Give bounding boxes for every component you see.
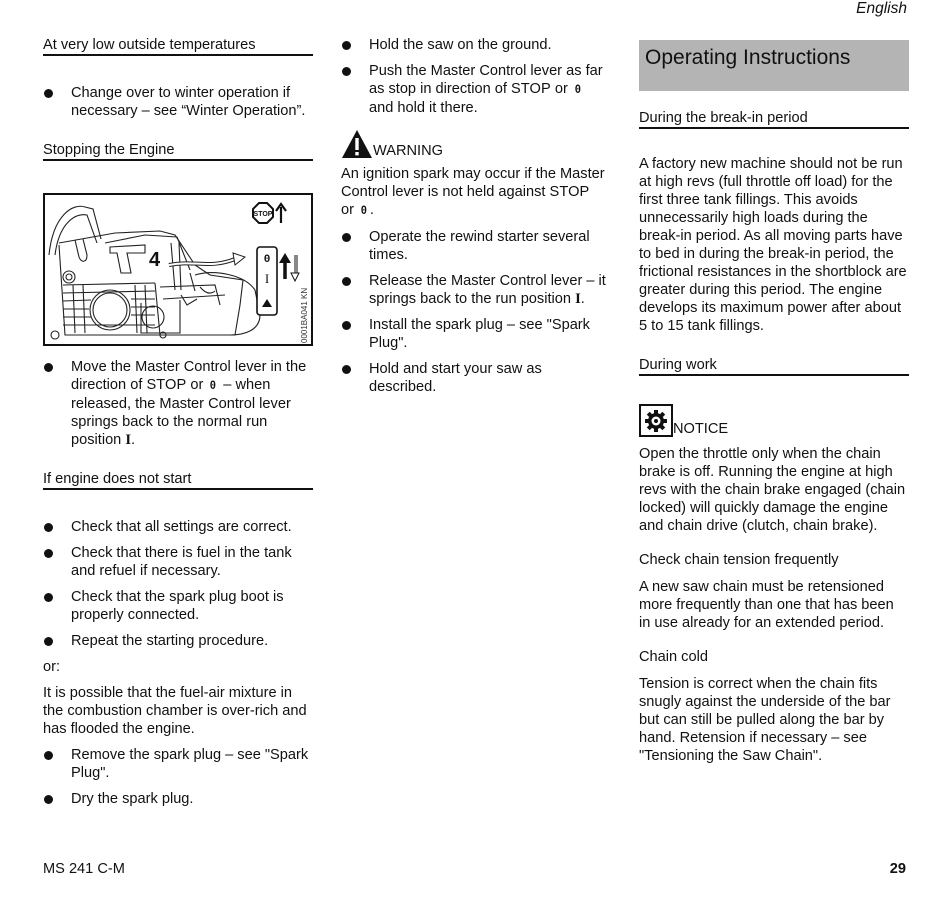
figure-code: 0001BA041 KN <box>300 287 309 343</box>
list-item: Change over to winter operation if necessary – see “Winter Operation”. <box>43 84 313 120</box>
svg-text:0: 0 <box>263 254 271 266</box>
stop-label: STOP <box>146 377 187 393</box>
chainsaw-illustration <box>45 195 311 344</box>
heading-break-in: During the break-in period <box>639 109 909 129</box>
list-item: Push the Master Control lever as far as stop in direction of STOP or 0 and hold it there. <box>341 62 611 117</box>
list-item: Release the Master Control lever – it springs back to the run position I. <box>341 272 611 308</box>
column-2 <box>341 36 611 396</box>
notice-label: NOTICE <box>673 421 729 437</box>
notice-text: Open the throttle only when the chain brake is off. Running the engine at high revs with the chain brake engaged (chain locked) will quickly damage the engine and chain drive (clutch, chain brake). <box>639 446 906 534</box>
chainsaw-figure <box>43 193 313 346</box>
page-number: 29 <box>889 861 906 877</box>
chain-tension-text: A new saw chain must be retensioned more frequently than one that has been in use already for an extended period. <box>639 579 894 631</box>
svg-text:I: I <box>264 271 270 286</box>
subheading-chain-tension: Check chain tension frequently <box>639 552 839 568</box>
run-position-icon: I <box>575 291 581 307</box>
heading-during-work: During work <box>639 356 909 376</box>
section-title: Operating Instructions <box>639 40 909 91</box>
flooded-paragraph: It is possible that the fuel-air mixture in the combustion chamber is over-rich and has flooded the engine. <box>43 685 307 737</box>
stop-position-icon: 0 <box>360 203 368 218</box>
warning-header <box>341 129 611 159</box>
column-1 <box>43 36 313 808</box>
stop-position-icon: 0 <box>574 82 581 97</box>
stop-label: STOP <box>549 184 590 200</box>
heading-stopping-engine: Stopping the Engine <box>43 141 313 161</box>
stop-position-icon: 0 <box>210 378 217 393</box>
break-in-paragraph: A factory new machine should not be run at high revs (full throttle off load) for the first three tank fillings. This avoids unnecessarily high loads during the break-in period. As all moving parts have to bed in during the break-in period, the frictional resistances in the shortblock are greater during this period. The engine develops its maximum power after about 5 to 15 tank fillings. <box>639 156 907 334</box>
notice-header <box>639 403 909 437</box>
or-label: or: <box>43 659 61 675</box>
list-item: Repeat the starting procedure. <box>43 632 313 650</box>
run-position-icon: I <box>125 432 132 448</box>
chain-cold-text: Tension is correct when the chain fits snugly against the underside of the bar but can still be pulled along the bar by hand. Retension if necessary – see "Tensioning the Saw Chain". <box>639 676 891 764</box>
warning-triangle-icon <box>341 129 373 159</box>
list-item: Dry the spark plug. <box>43 790 313 808</box>
callout-number: 4 <box>149 249 161 271</box>
heading-low-temperatures: At very low outside temperatures <box>43 36 313 56</box>
heading-engine-not-start: If engine does not start <box>43 470 313 490</box>
gear-icon <box>639 404 673 437</box>
subheading-chain-cold: Chain cold <box>639 649 708 665</box>
list-item: Hold the saw on the ground. <box>341 36 611 54</box>
language-label: English <box>856 0 907 17</box>
list-item: Check that all settings are correct. <box>43 518 313 536</box>
list-item: Move the Master Control lever in the direction of STOP or 0 – when released, the Master Control lever springs back to the normal run position I. <box>43 358 313 449</box>
model-label: MS 241 C-M <box>43 861 125 877</box>
stop-label: STOP <box>510 81 551 97</box>
warning-label: WARNING <box>373 143 443 159</box>
list-item: Install the spark plug – see "Spark Plug". <box>341 316 611 352</box>
list-item: Remove the spark plug – see "Spark Plug". <box>43 746 313 782</box>
svg-text:STOP: STOP <box>253 211 273 218</box>
column-3 <box>639 40 909 765</box>
list-item: Operate the rewind starter several times. <box>341 228 611 264</box>
list-item: Check that there is fuel in the tank and refuel if necessary. <box>43 544 313 580</box>
list-item: Check that the spark plug boot is properly connected. <box>43 588 313 624</box>
list-item: Hold and start your saw as described. <box>341 360 611 396</box>
warning-text: An ignition spark may occur if the Master Control lever is not held against STOP or 0 . <box>341 166 605 218</box>
